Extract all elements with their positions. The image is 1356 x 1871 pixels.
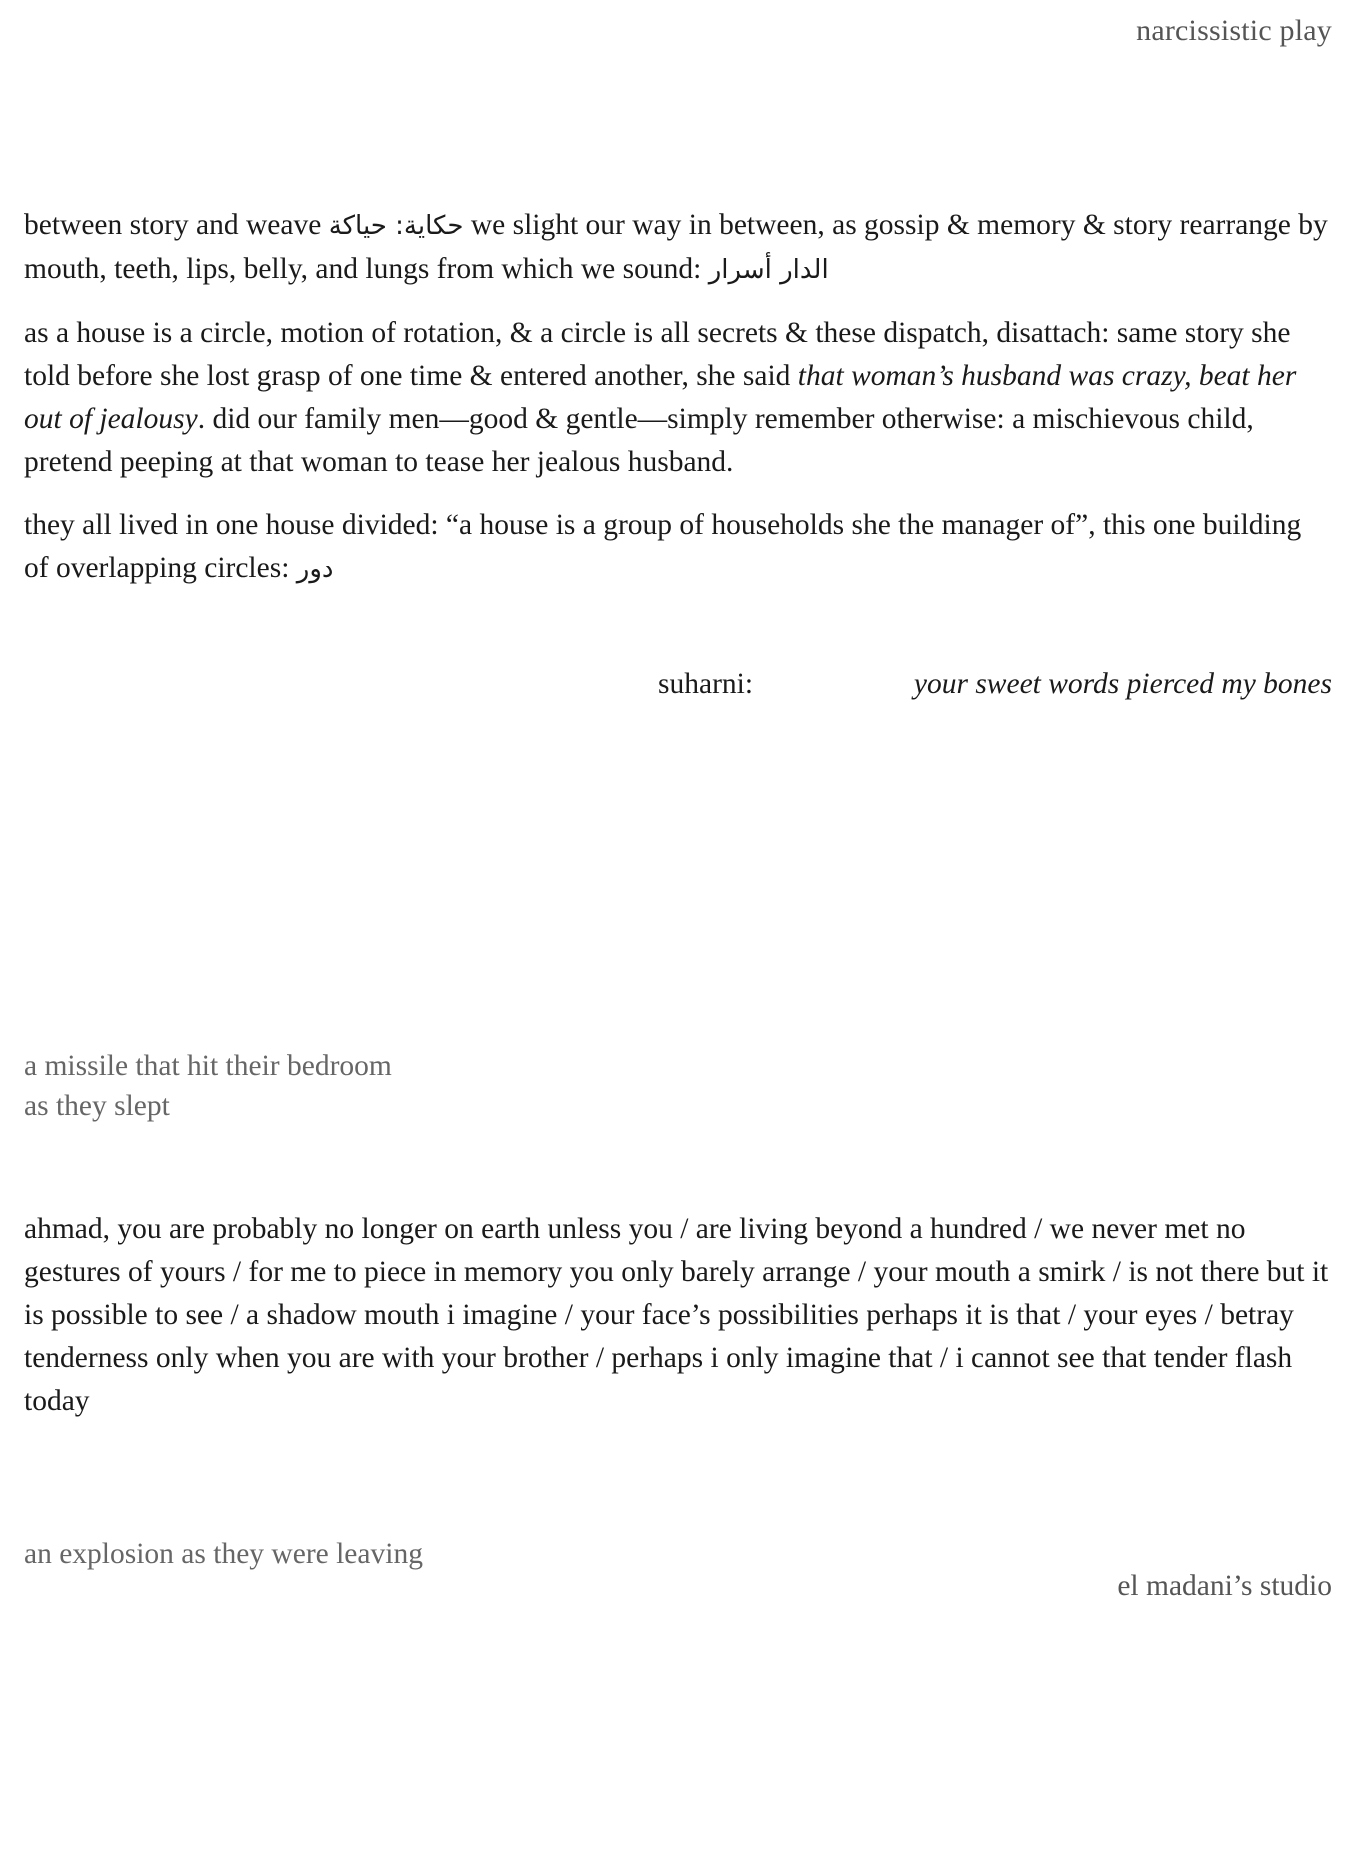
paragraph-text: we slight our way in between, as gossip & memory & story rearrange by mouth, teeth, lips, belly, and lungs from which we sound: (24, 209, 1328, 285)
arabic-phrase: حكاية: حياكة (328, 211, 464, 241)
epigraph (0, 668, 1332, 712)
epigraph-quote: your sweet words pierced my bones (913, 668, 1332, 700)
arabic-phrase: دور (296, 554, 334, 584)
note-explosion (24, 1534, 423, 1574)
paragraph-text: . did our family men—good & gentle—simply remember otherwise: a mischievous child, pretend peeping at that woman to tease her jealous husband. (24, 403, 1254, 478)
note-line: an explosion as they were leaving (24, 1538, 423, 1570)
note-line: a missile that hit their bedroom (24, 1050, 392, 1082)
epigraph-speaker: suharni: (658, 668, 754, 700)
prose-section-one (24, 204, 1332, 611)
paragraph-text: they all lived in one house divided: “a house is a group of households she the manager of”, this one building of overlapping circles: (24, 509, 1302, 584)
paragraph-house-divided (24, 504, 1332, 591)
paragraph-text: as a house is a circle, motion of rotation, & a circle is all secrets & these dispatch, disattach: same story she told before she lost grasp of one time & entered another, she said (24, 317, 1291, 392)
paragraph-ahmad: ahmad, you are probably no longer on earth unless you / are living beyond a hundred / we never met no gestures of yours / for me to piece in memory you only barely arrange / your mouth a smirk / is not there but it is possible to see / a shadow mouth i imagine / your face’s possibilities perhaps it is that / your eyes / betray tenderness only when you are with your brother / perhaps i only imagine that / i cannot see that tender flash today (24, 1213, 1329, 1417)
paragraph-house-circle (24, 312, 1332, 484)
note-line: as they slept (24, 1090, 170, 1122)
paragraph-story-weave (24, 204, 1332, 292)
italic-quote: that woman’s husband was crazy, beat her out of jealousy (24, 360, 1297, 435)
paragraph-text: between story and weave (24, 209, 329, 241)
prose-section-two (24, 1208, 1332, 1443)
arabic-phrase: الدار أسرار (708, 255, 829, 285)
note-missile (24, 1046, 392, 1126)
place-label: el madani’s studio (1117, 1570, 1332, 1602)
running-title: narcissistic play (1136, 14, 1332, 47)
